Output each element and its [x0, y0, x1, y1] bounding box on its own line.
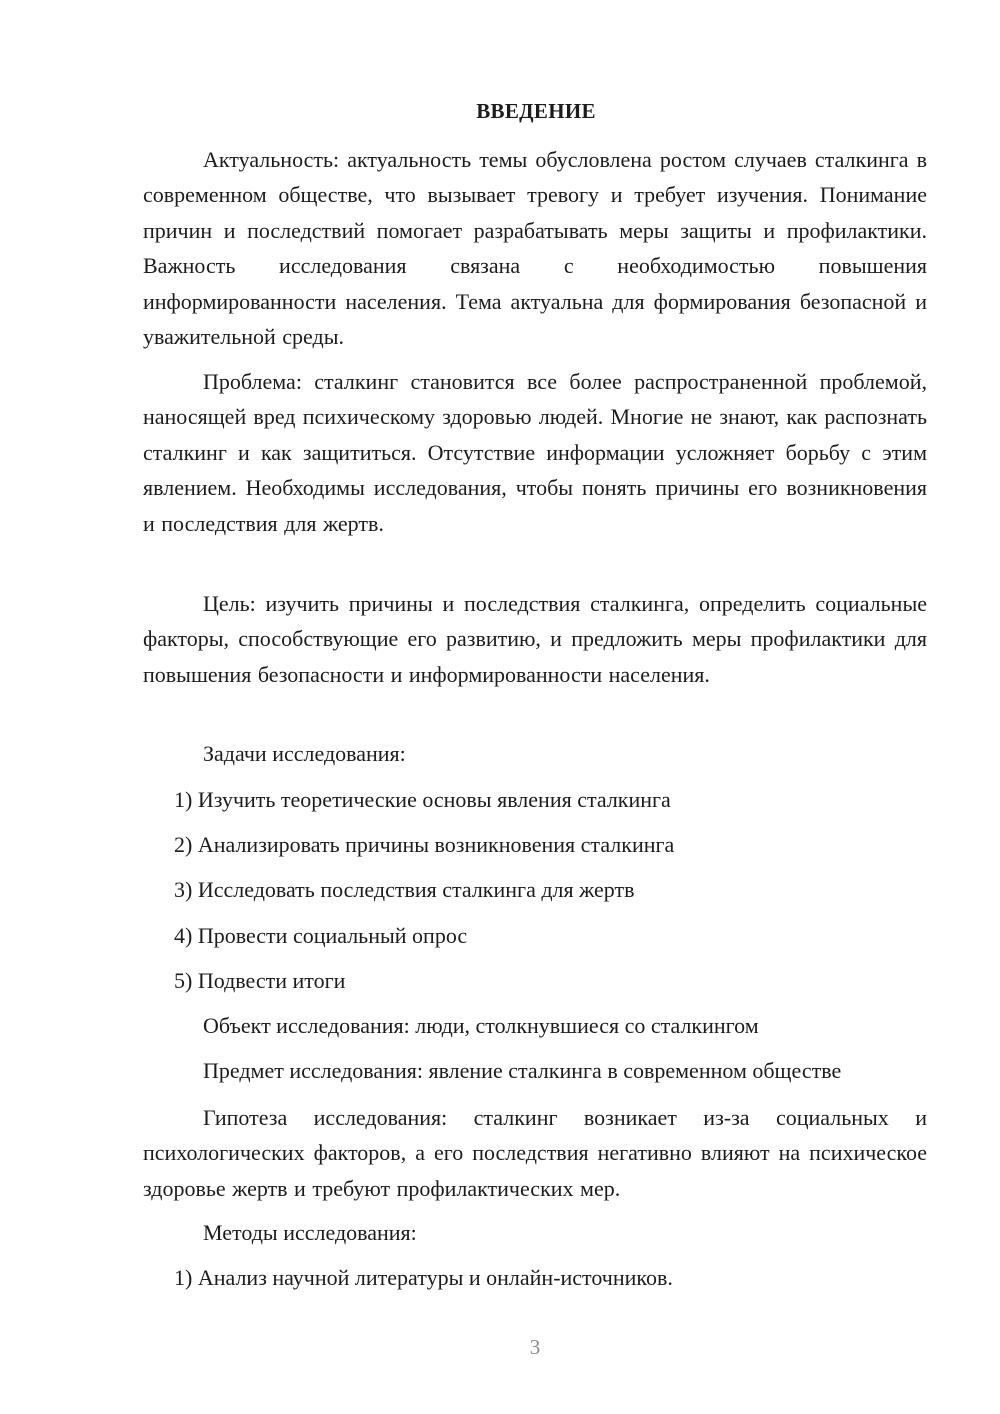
- task-item: 4) Провести социальный опрос: [174, 923, 468, 948]
- method-item: 1) Анализ научной литературы и онлайн-источников.: [174, 1265, 673, 1290]
- task-item: 2) Анализировать причины возникновения сталкинга: [174, 832, 675, 857]
- task-item: 5) Подвести итоги: [174, 968, 346, 993]
- page-number: 3: [529, 1335, 541, 1359]
- task-item: 1) Изучить теоретические основы явления сталкинга: [174, 787, 671, 812]
- tasks-heading: Задачи исследования:: [203, 741, 406, 766]
- hypothesis-paragraph: Гипотеза исследования: сталкинг возникает из-за социальных и психологических факторов, а его последствия негативно влияют на психическое здоровье жертв и требуют профилактических мер.: [143, 1105, 927, 1201]
- research-object: Объект исследования: люди, столкнувшиеся со сталкингом: [203, 1013, 759, 1038]
- methods-heading: Методы исследования:: [203, 1220, 417, 1245]
- research-subject: Предмет исследования: явление сталкинга в современном обществе: [203, 1058, 842, 1083]
- task-item: 3) Исследовать последствия сталкинга для жертв: [174, 877, 635, 902]
- goal-paragraph: Цель: изучить причины и последствия сталкинга, определить социальные факторы, способствующие его развитию, и предложить меры профилактики для повышения безопасности и информированности населения.: [143, 591, 927, 687]
- page-title: ВВЕДЕНИЕ: [476, 99, 596, 123]
- actuality-paragraph: Актуальность: актуальность темы обусловлена ростом случаев сталкинга в современном обществе, что вызывает тревогу и требует изучения. Понимание причин и последствий помогает разрабатывать меры защиты и профилактики. Важность исследования связана с необходимостью повышения информированности населения. Тема актуальна для формирования безопасной и уважительной среды.: [143, 147, 927, 350]
- problem-paragraph: Проблема: сталкинг становится все более распространенной проблемой, наносящей вред психическому здоровью людей. Многие не знают, как распознать сталкинг и как защититься. Отсутствие информации усложняет борьбу с этим явлением. Необходимы исследования, чтобы понять причины его возникновения и последствия для жертв.: [143, 369, 927, 536]
